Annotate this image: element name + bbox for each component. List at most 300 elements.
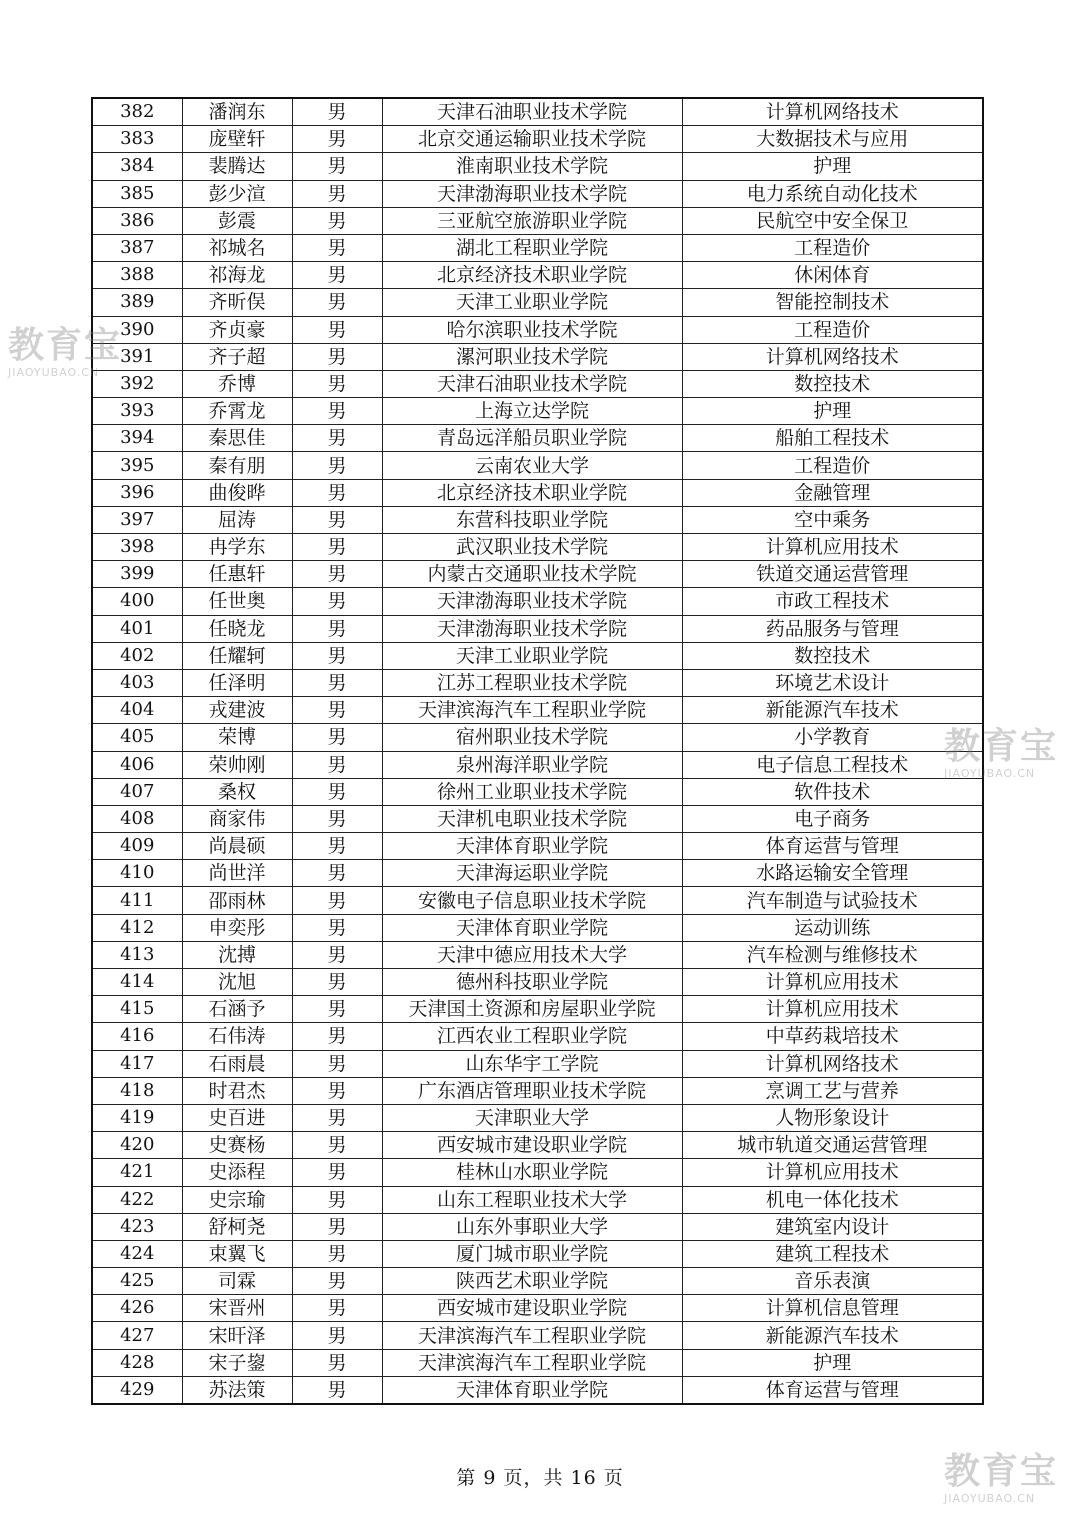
cell-number: 426 [92, 1295, 182, 1322]
cell-name: 任耀轲 [182, 642, 292, 669]
cell-number: 383 [92, 126, 182, 153]
table-row [92, 724, 983, 751]
watermark-bottom [944, 1452, 1058, 1505]
cell-major: 新能源汽车技术 [682, 697, 983, 724]
table-row [92, 669, 983, 696]
cell-gender: 男 [292, 316, 382, 343]
cell-major: 音乐表演 [682, 1268, 983, 1295]
cell-school: 江西农业工程职业学院 [382, 1023, 682, 1050]
cell-gender: 男 [292, 914, 382, 941]
cell-gender: 男 [292, 1186, 382, 1213]
cell-school: 山东工程职业技术大学 [382, 1186, 682, 1213]
cell-major: 市政工程技术 [682, 588, 983, 615]
cell-number: 417 [92, 1050, 182, 1077]
cell-gender: 男 [292, 642, 382, 669]
cell-gender: 男 [292, 751, 382, 778]
cell-number: 394 [92, 425, 182, 452]
cell-school: 东营科技职业学院 [382, 506, 682, 533]
table-row [92, 778, 983, 805]
cell-name: 荣博 [182, 724, 292, 751]
cell-major: 金融管理 [682, 479, 983, 506]
table-row [92, 860, 983, 887]
cell-number: 384 [92, 153, 182, 180]
cell-major: 工程造价 [682, 316, 983, 343]
cell-number: 386 [92, 207, 182, 234]
cell-major: 数控技术 [682, 642, 983, 669]
cell-name: 屈涛 [182, 506, 292, 533]
cell-number: 403 [92, 669, 182, 696]
cell-gender: 男 [292, 724, 382, 751]
cell-gender: 男 [292, 1376, 382, 1404]
table-row [92, 1240, 983, 1267]
cell-major: 小学教育 [682, 724, 983, 751]
cell-number: 397 [92, 506, 182, 533]
cell-name: 宋晋州 [182, 1295, 292, 1322]
cell-school: 陕西艺术职业学院 [382, 1268, 682, 1295]
cell-gender: 男 [292, 126, 382, 153]
cell-major: 建筑室内设计 [682, 1213, 983, 1240]
cell-name: 宋旰泽 [182, 1322, 292, 1349]
cell-number: 402 [92, 642, 182, 669]
cell-major: 计算机网络技术 [682, 1050, 983, 1077]
cell-number: 423 [92, 1213, 182, 1240]
cell-number: 427 [92, 1322, 182, 1349]
cell-gender: 男 [292, 1322, 382, 1349]
cell-gender: 男 [292, 343, 382, 370]
cell-major: 电力系统自动化技术 [682, 180, 983, 207]
cell-number: 415 [92, 996, 182, 1023]
cell-major: 新能源汽车技术 [682, 1322, 983, 1349]
cell-number: 390 [92, 316, 182, 343]
cell-gender: 男 [292, 262, 382, 289]
cell-gender: 男 [292, 506, 382, 533]
cell-name: 史添程 [182, 1159, 292, 1186]
watermark-title: 教育宝 [944, 1451, 1059, 1492]
watermark-domain: JIAOYUBAO.CN [944, 767, 1036, 780]
cell-name: 祁海龙 [182, 262, 292, 289]
cell-major: 船舶工程技术 [682, 425, 983, 452]
cell-gender: 男 [292, 98, 382, 126]
cell-school: 天津体育职业学院 [382, 914, 682, 941]
cell-name: 荣帅刚 [182, 751, 292, 778]
table-row [92, 1322, 983, 1349]
cell-gender: 男 [292, 207, 382, 234]
cell-name: 沈旭 [182, 969, 292, 996]
cell-number: 396 [92, 479, 182, 506]
cell-name: 裴腾达 [182, 153, 292, 180]
table-row [92, 1104, 983, 1131]
cell-major: 汽车检测与维修技术 [682, 941, 983, 968]
cell-major: 体育运营与管理 [682, 1376, 983, 1404]
cell-major: 大数据技术与应用 [682, 126, 983, 153]
cell-name: 冉学东 [182, 534, 292, 561]
cell-number: 382 [92, 98, 182, 126]
table-row [92, 969, 983, 996]
table-row [92, 207, 983, 234]
cell-school: 北京经济技术职业学院 [382, 479, 682, 506]
cell-gender: 男 [292, 1213, 382, 1240]
cell-major: 水路运输安全管理 [682, 860, 983, 887]
table-row [92, 316, 983, 343]
cell-major: 工程造价 [682, 452, 983, 479]
cell-number: 410 [92, 860, 182, 887]
table-row [92, 534, 983, 561]
cell-school: 天津海运职业学院 [382, 860, 682, 887]
cell-major: 计算机网络技术 [682, 343, 983, 370]
table-row [92, 833, 983, 860]
table-row [92, 1050, 983, 1077]
cell-number: 389 [92, 289, 182, 316]
cell-number: 391 [92, 343, 182, 370]
table-row [92, 887, 983, 914]
cell-school: 天津工业职业学院 [382, 289, 682, 316]
page-footer: 第 9 页，共 16 页 [456, 1467, 624, 1489]
cell-number: 421 [92, 1159, 182, 1186]
cell-gender: 男 [292, 1295, 382, 1322]
cell-name: 曲俊晔 [182, 479, 292, 506]
cell-name: 齐贞豪 [182, 316, 292, 343]
cell-school: 北京交通运输职业技术学院 [382, 126, 682, 153]
cell-major: 城市轨道交通运营管理 [682, 1132, 983, 1159]
cell-school: 天津石油职业技术学院 [382, 370, 682, 397]
cell-number: 398 [92, 534, 182, 561]
cell-name: 邵雨林 [182, 887, 292, 914]
cell-number: 405 [92, 724, 182, 751]
cell-number: 418 [92, 1077, 182, 1104]
cell-name: 潘润东 [182, 98, 292, 126]
table-row [92, 98, 983, 126]
cell-number: 411 [92, 887, 182, 914]
cell-name: 乔博 [182, 370, 292, 397]
cell-number: 392 [92, 370, 182, 397]
cell-name: 彭震 [182, 207, 292, 234]
cell-school: 武汉职业技术学院 [382, 534, 682, 561]
cell-name: 任晓龙 [182, 615, 292, 642]
cell-gender: 男 [292, 1104, 382, 1131]
cell-name: 祁城名 [182, 234, 292, 261]
cell-major: 空中乘务 [682, 506, 983, 533]
cell-name: 任世奥 [182, 588, 292, 615]
cell-school: 天津渤海职业技术学院 [382, 588, 682, 615]
cell-name: 石涵予 [182, 996, 292, 1023]
cell-name: 任惠轩 [182, 561, 292, 588]
cell-name: 秦有朋 [182, 452, 292, 479]
table-body [92, 98, 983, 1404]
cell-major: 人物形象设计 [682, 1104, 983, 1131]
cell-major: 护理 [682, 153, 983, 180]
cell-major: 护理 [682, 398, 983, 425]
cell-name: 沈搏 [182, 941, 292, 968]
cell-major: 工程造价 [682, 234, 983, 261]
watermark-left [8, 326, 122, 379]
table-row [92, 180, 983, 207]
cell-gender: 男 [292, 1240, 382, 1267]
cell-gender: 男 [292, 1132, 382, 1159]
cell-number: 412 [92, 914, 182, 941]
cell-gender: 男 [292, 180, 382, 207]
cell-major: 计算机网络技术 [682, 98, 983, 126]
cell-major: 机电一体化技术 [682, 1186, 983, 1213]
cell-number: 401 [92, 615, 182, 642]
cell-school: 湖北工程职业学院 [382, 234, 682, 261]
cell-school: 广东酒店管理职业技术学院 [382, 1077, 682, 1104]
watermark-title: 教育宝 [8, 325, 123, 366]
cell-school: 天津工业职业学院 [382, 642, 682, 669]
cell-school: 天津渤海职业技术学院 [382, 615, 682, 642]
watermark-title: 教育宝 [944, 726, 1059, 767]
table-row [92, 153, 983, 180]
cell-gender: 男 [292, 969, 382, 996]
cell-major: 体育运营与管理 [682, 833, 983, 860]
cell-gender: 男 [292, 398, 382, 425]
cell-gender: 男 [292, 615, 382, 642]
cell-major: 软件技术 [682, 778, 983, 805]
cell-major: 环境艺术设计 [682, 669, 983, 696]
cell-gender: 男 [292, 153, 382, 180]
cell-name: 申奕彤 [182, 914, 292, 941]
table-row [92, 262, 983, 289]
cell-school: 徐州工业职业技术学院 [382, 778, 682, 805]
table-row [92, 914, 983, 941]
cell-gender: 男 [292, 234, 382, 261]
cell-number: 424 [92, 1240, 182, 1267]
cell-school: 西安城市建设职业学院 [382, 1132, 682, 1159]
table-row [92, 343, 983, 370]
student-table [91, 97, 984, 1405]
table-row [92, 1349, 983, 1376]
table-row [92, 1159, 983, 1186]
cell-gender: 男 [292, 479, 382, 506]
cell-school: 漯河职业技术学院 [382, 343, 682, 370]
cell-number: 399 [92, 561, 182, 588]
cell-number: 409 [92, 833, 182, 860]
cell-gender: 男 [292, 778, 382, 805]
cell-number: 414 [92, 969, 182, 996]
cell-school: 天津滨海汽车工程职业学院 [382, 1349, 682, 1376]
cell-gender: 男 [292, 996, 382, 1023]
table-row [92, 452, 983, 479]
table-row [92, 370, 983, 397]
table-row [92, 1132, 983, 1159]
cell-name: 石雨晨 [182, 1050, 292, 1077]
cell-major: 计算机应用技术 [682, 534, 983, 561]
cell-number: 425 [92, 1268, 182, 1295]
cell-school: 宿州职业技术学院 [382, 724, 682, 751]
cell-school: 天津渤海职业技术学院 [382, 180, 682, 207]
table-row [92, 615, 983, 642]
table-row [92, 697, 983, 724]
cell-gender: 男 [292, 425, 382, 452]
cell-name: 宋子鋆 [182, 1349, 292, 1376]
cell-name: 时君杰 [182, 1077, 292, 1104]
table-row [92, 941, 983, 968]
cell-major: 烹调工艺与营养 [682, 1077, 983, 1104]
table-row [92, 1077, 983, 1104]
table-row [92, 996, 983, 1023]
table-row [92, 398, 983, 425]
cell-school: 天津中德应用技术大学 [382, 941, 682, 968]
cell-school: 山东外事职业大学 [382, 1213, 682, 1240]
cell-major: 休闲体育 [682, 262, 983, 289]
cell-major: 智能控制技术 [682, 289, 983, 316]
cell-gender: 男 [292, 941, 382, 968]
cell-school: 天津体育职业学院 [382, 833, 682, 860]
cell-name: 束翼飞 [182, 1240, 292, 1267]
cell-number: 387 [92, 234, 182, 261]
cell-name: 史宗瑜 [182, 1186, 292, 1213]
cell-school: 天津国土资源和房屋职业学院 [382, 996, 682, 1023]
cell-school: 哈尔滨职业技术学院 [382, 316, 682, 343]
cell-major: 计算机应用技术 [682, 1159, 983, 1186]
cell-school: 安徽电子信息职业技术学院 [382, 887, 682, 914]
table-row [92, 425, 983, 452]
cell-major: 计算机信息管理 [682, 1295, 983, 1322]
cell-school: 三亚航空旅游职业学院 [382, 207, 682, 234]
cell-gender: 男 [292, 887, 382, 914]
cell-major: 计算机应用技术 [682, 969, 983, 996]
cell-number: 429 [92, 1376, 182, 1404]
table-row [92, 1295, 983, 1322]
cell-number: 420 [92, 1132, 182, 1159]
cell-number: 416 [92, 1023, 182, 1050]
cell-school: 内蒙古交通职业技术学院 [382, 561, 682, 588]
cell-major: 电子商务 [682, 805, 983, 832]
cell-gender: 男 [292, 561, 382, 588]
table-row [92, 1186, 983, 1213]
table-row [92, 126, 983, 153]
cell-name: 彭少渲 [182, 180, 292, 207]
cell-number: 385 [92, 180, 182, 207]
cell-number: 422 [92, 1186, 182, 1213]
cell-gender: 男 [292, 805, 382, 832]
table-row [92, 1376, 983, 1404]
cell-major: 数控技术 [682, 370, 983, 397]
cell-gender: 男 [292, 697, 382, 724]
cell-major: 电子信息工程技术 [682, 751, 983, 778]
cell-number: 395 [92, 452, 182, 479]
watermark-right [944, 727, 1058, 780]
cell-name: 齐子超 [182, 343, 292, 370]
cell-gender: 男 [292, 669, 382, 696]
cell-major: 民航空中安全保卫 [682, 207, 983, 234]
cell-name: 秦思佳 [182, 425, 292, 452]
cell-name: 商家伟 [182, 805, 292, 832]
cell-number: 408 [92, 805, 182, 832]
table-row [92, 751, 983, 778]
cell-name: 舒柯尧 [182, 1213, 292, 1240]
cell-school: 上海立达学院 [382, 398, 682, 425]
cell-gender: 男 [292, 833, 382, 860]
cell-school: 德州科技职业学院 [382, 969, 682, 996]
cell-school: 天津滨海汽车工程职业学院 [382, 697, 682, 724]
cell-major: 护理 [682, 1349, 983, 1376]
cell-gender: 男 [292, 1077, 382, 1104]
cell-name: 苏法策 [182, 1376, 292, 1404]
cell-name: 乔霄龙 [182, 398, 292, 425]
cell-major: 药品服务与管理 [682, 615, 983, 642]
cell-gender: 男 [292, 1159, 382, 1186]
table-row [92, 1213, 983, 1240]
cell-school: 桂林山水职业学院 [382, 1159, 682, 1186]
cell-gender: 男 [292, 370, 382, 397]
cell-number: 393 [92, 398, 182, 425]
table-row [92, 805, 983, 832]
cell-gender: 男 [292, 1023, 382, 1050]
cell-number: 406 [92, 751, 182, 778]
cell-school: 天津机电职业技术学院 [382, 805, 682, 832]
table-row [92, 234, 983, 261]
table-row [92, 642, 983, 669]
table-row [92, 588, 983, 615]
table-row [92, 1268, 983, 1295]
cell-school: 天津职业大学 [382, 1104, 682, 1131]
cell-school: 天津体育职业学院 [382, 1376, 682, 1404]
cell-major: 汽车制造与试验技术 [682, 887, 983, 914]
cell-gender: 男 [292, 1268, 382, 1295]
cell-name: 史赛杨 [182, 1132, 292, 1159]
table-row [92, 1023, 983, 1050]
cell-school: 青岛远洋船员职业学院 [382, 425, 682, 452]
cell-school: 厦门城市职业学院 [382, 1240, 682, 1267]
cell-name: 尚晨硕 [182, 833, 292, 860]
cell-number: 419 [92, 1104, 182, 1131]
cell-major: 建筑工程技术 [682, 1240, 983, 1267]
cell-major: 铁道交通运营管理 [682, 561, 983, 588]
cell-school: 云南农业大学 [382, 452, 682, 479]
cell-name: 齐昕俣 [182, 289, 292, 316]
cell-school: 江苏工程职业技术学院 [382, 669, 682, 696]
cell-gender: 男 [292, 452, 382, 479]
cell-name: 桑权 [182, 778, 292, 805]
cell-school: 淮南职业技术学院 [382, 153, 682, 180]
cell-name: 戎建波 [182, 697, 292, 724]
cell-gender: 男 [292, 534, 382, 561]
cell-name: 任泽明 [182, 669, 292, 696]
cell-number: 413 [92, 941, 182, 968]
cell-name: 史百进 [182, 1104, 292, 1131]
cell-name: 司霖 [182, 1268, 292, 1295]
cell-name: 庞壁轩 [182, 126, 292, 153]
cell-number: 388 [92, 262, 182, 289]
table-row [92, 561, 983, 588]
cell-major: 中草药栽培技术 [682, 1023, 983, 1050]
cell-gender: 男 [292, 588, 382, 615]
cell-major: 计算机应用技术 [682, 996, 983, 1023]
table-row [92, 289, 983, 316]
cell-school: 天津石油职业技术学院 [382, 98, 682, 126]
cell-number: 428 [92, 1349, 182, 1376]
cell-number: 400 [92, 588, 182, 615]
cell-number: 404 [92, 697, 182, 724]
table-row [92, 479, 983, 506]
cell-gender: 男 [292, 860, 382, 887]
table-row [92, 506, 983, 533]
cell-school: 西安城市建设职业学院 [382, 1295, 682, 1322]
cell-school: 天津滨海汽车工程职业学院 [382, 1322, 682, 1349]
cell-gender: 男 [292, 289, 382, 316]
watermark-domain: JIAOYUBAO.CN [8, 366, 100, 379]
cell-school: 泉州海洋职业学院 [382, 751, 682, 778]
cell-gender: 男 [292, 1349, 382, 1376]
cell-school: 山东华宇工学院 [382, 1050, 682, 1077]
watermark-domain: JIAOYUBAO.CN [944, 1492, 1036, 1505]
cell-number: 407 [92, 778, 182, 805]
cell-school: 北京经济技术职业学院 [382, 262, 682, 289]
cell-name: 尚世洋 [182, 860, 292, 887]
cell-gender: 男 [292, 1050, 382, 1077]
cell-major: 运动训练 [682, 914, 983, 941]
cell-name: 石伟涛 [182, 1023, 292, 1050]
